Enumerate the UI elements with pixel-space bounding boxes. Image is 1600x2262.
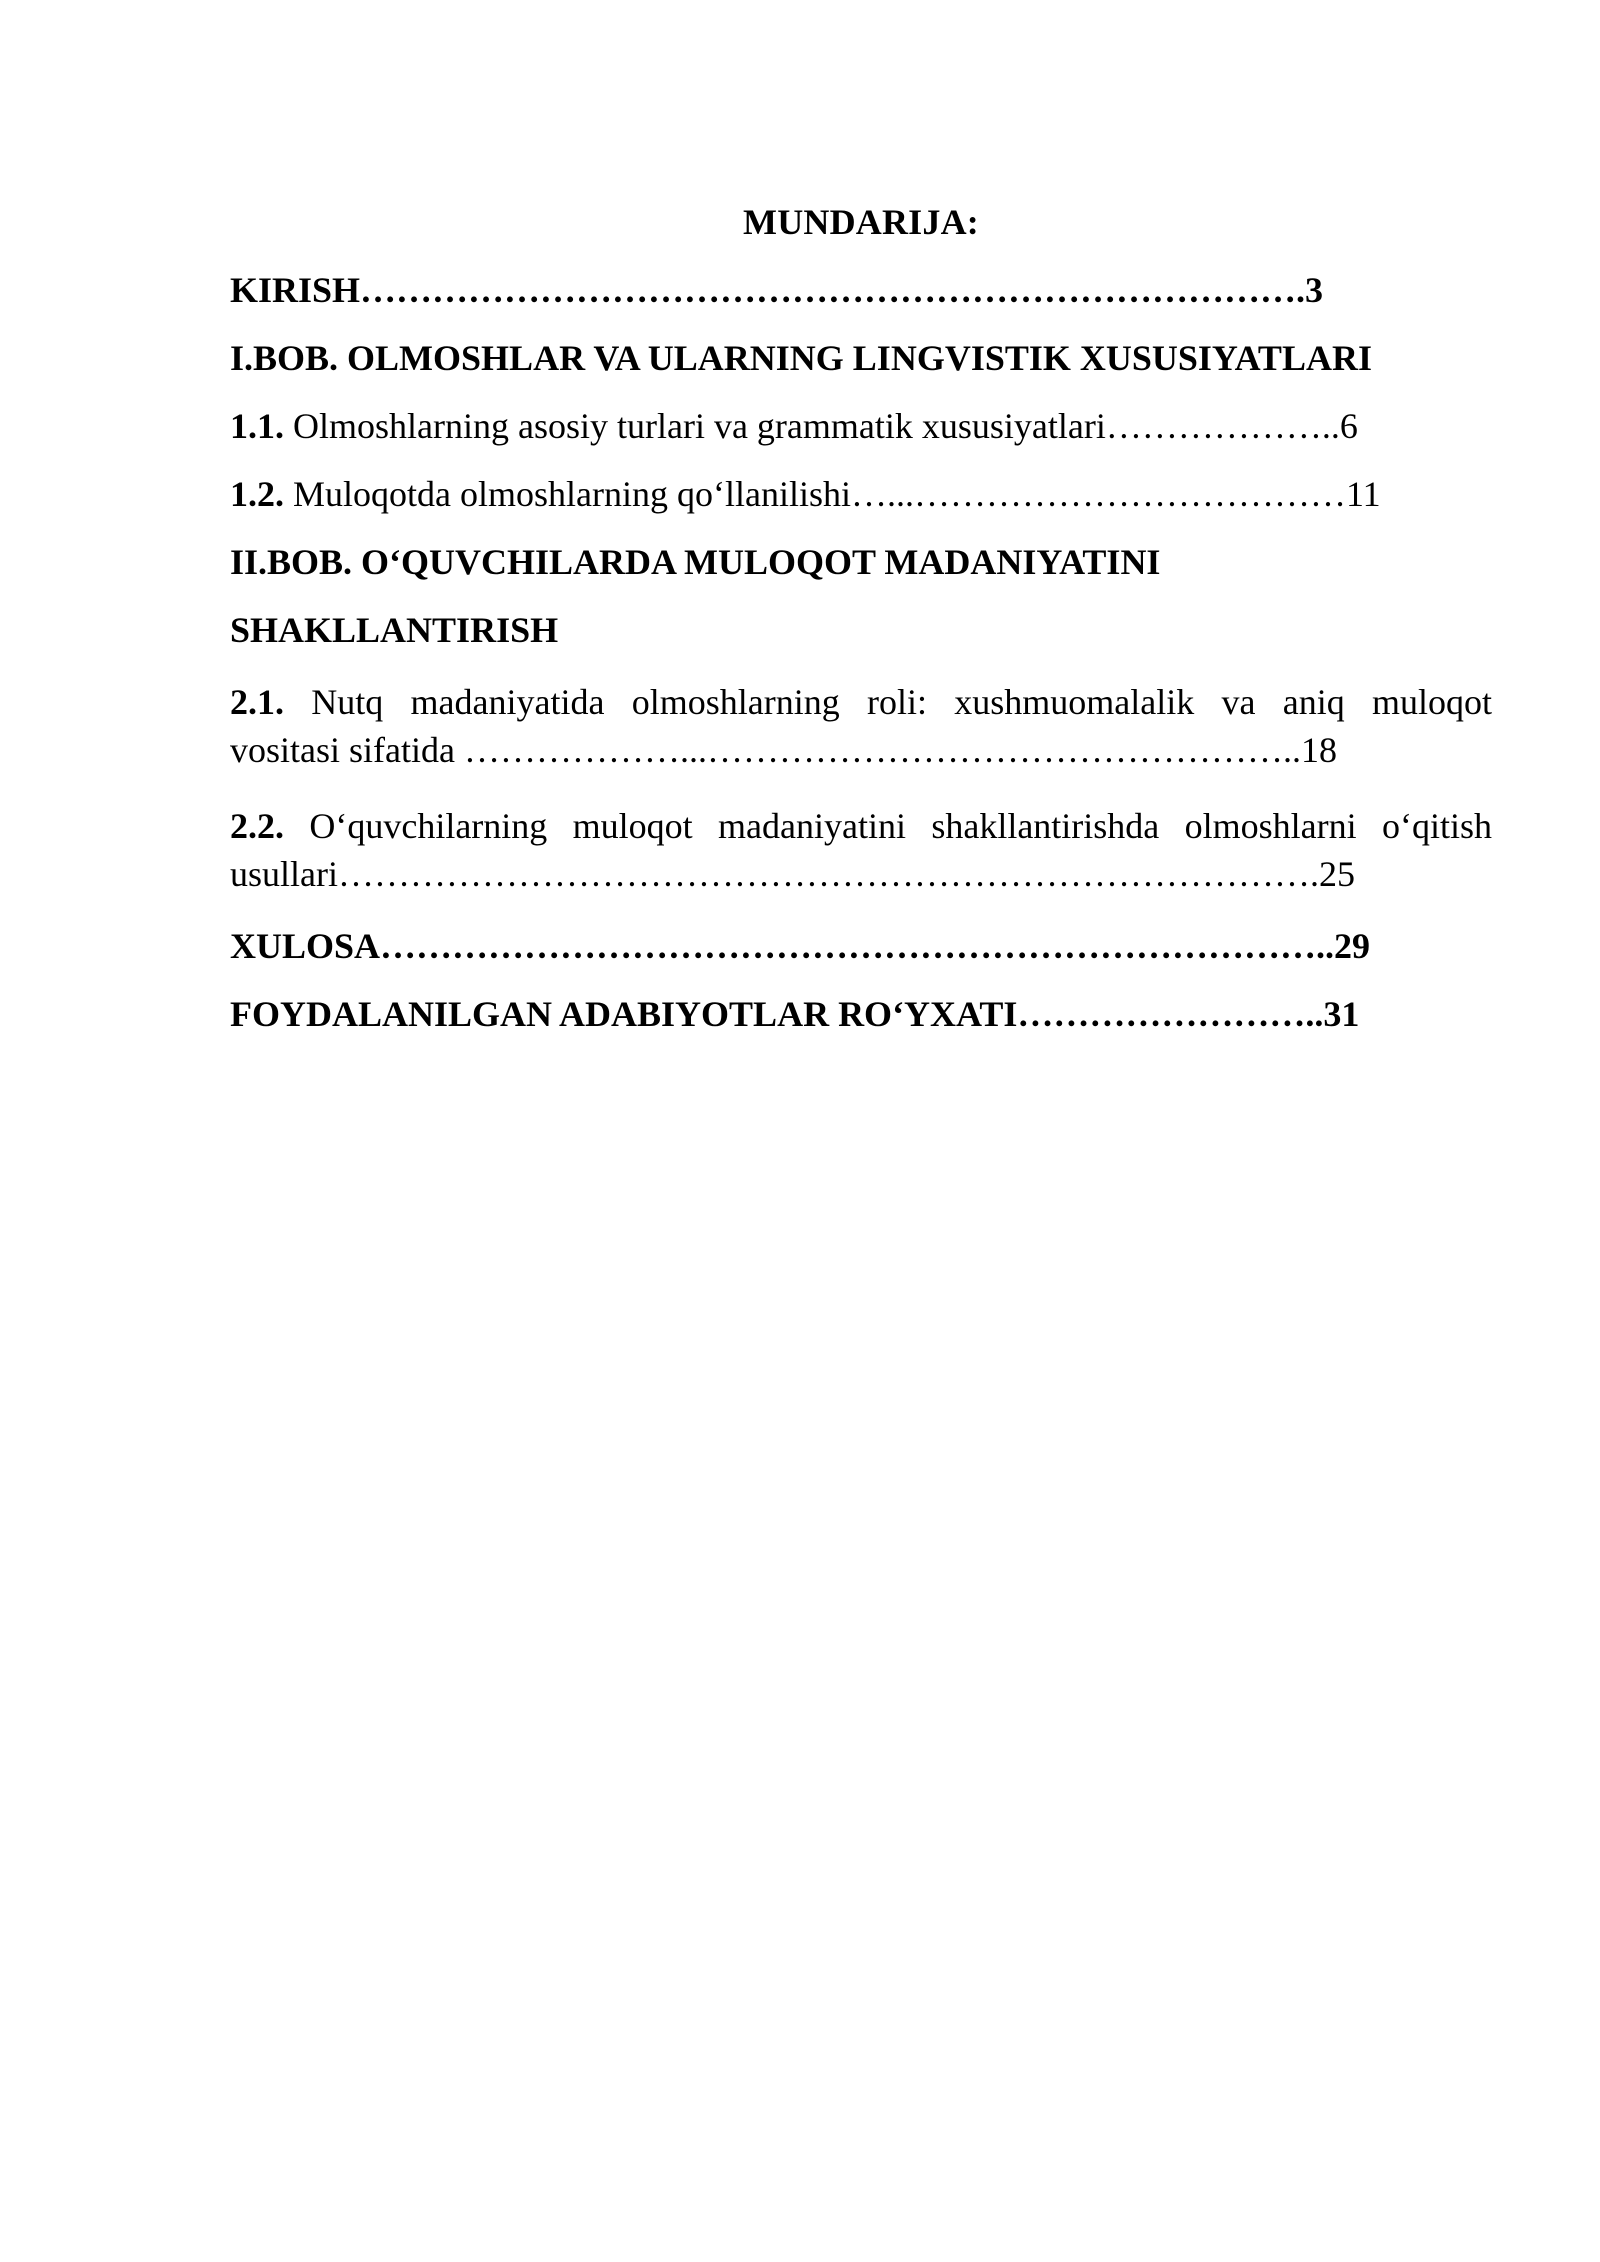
section-title-part-2: usullari……………………………………………………………………….25 (230, 854, 1355, 894)
toc-entry-xulosa: XULOSA……………………………………………………………………..29 (230, 926, 1371, 966)
section-number: 1.1. (230, 406, 284, 446)
toc-entry-section-2-2 (230, 792, 1492, 898)
section-number: 2.1. (230, 682, 284, 722)
toc-entry-chapter-2-line-2: SHAKLLANTIRISH (230, 610, 559, 650)
toc-entry-chapter-1: I.BOB. OLMOSHLAR VA ULARNING LINGVISTIK XUSUSIYATLARI (230, 338, 1372, 378)
section-number: 2.2. (230, 806, 284, 846)
section-title-part-2: vositasi sifatida ………………...…………………………………………..18 (230, 730, 1337, 770)
toc-entry-section-1-2 (230, 464, 1492, 524)
section-title-part-1: Nutq madaniyatida olmoshlarning roli: xushmuomalalik va aniq muloqot (284, 682, 1492, 722)
section-line-1 (230, 802, 1492, 850)
section-title: Muloqotda olmoshlarning qo‘llanilishi…...………………………………11 (284, 474, 1381, 514)
section-title: Olmoshlarning asosiy turlari va grammatik xususiyatlari………………..6 (284, 406, 1358, 446)
section-line-1 (230, 678, 1492, 726)
toc-entry-kirish: KIRISH…………………………………………………………………….3 (230, 270, 1324, 310)
toc-entry-section-2-1 (230, 668, 1492, 774)
section-number: 1.2. (230, 474, 284, 514)
toc-title: MUNDARIJA: (743, 202, 979, 242)
section-title-part-1: O‘quvchilarning muloqot madaniyatini shakllantirishda olmoshlarni o‘qitish (284, 806, 1492, 846)
toc-entry-adabiyotlar: FOYDALANILGAN ADABIYOTLAR RO‘YXATI……………………..31 (230, 994, 1360, 1034)
toc-entry-chapter-2-line-1: II.BOB. O‘QUVCHILARDA MULOQOT MADANIYATINI (230, 542, 1161, 582)
toc-entry-section-1-1 (230, 396, 1492, 456)
table-of-contents (230, 192, 1492, 1052)
